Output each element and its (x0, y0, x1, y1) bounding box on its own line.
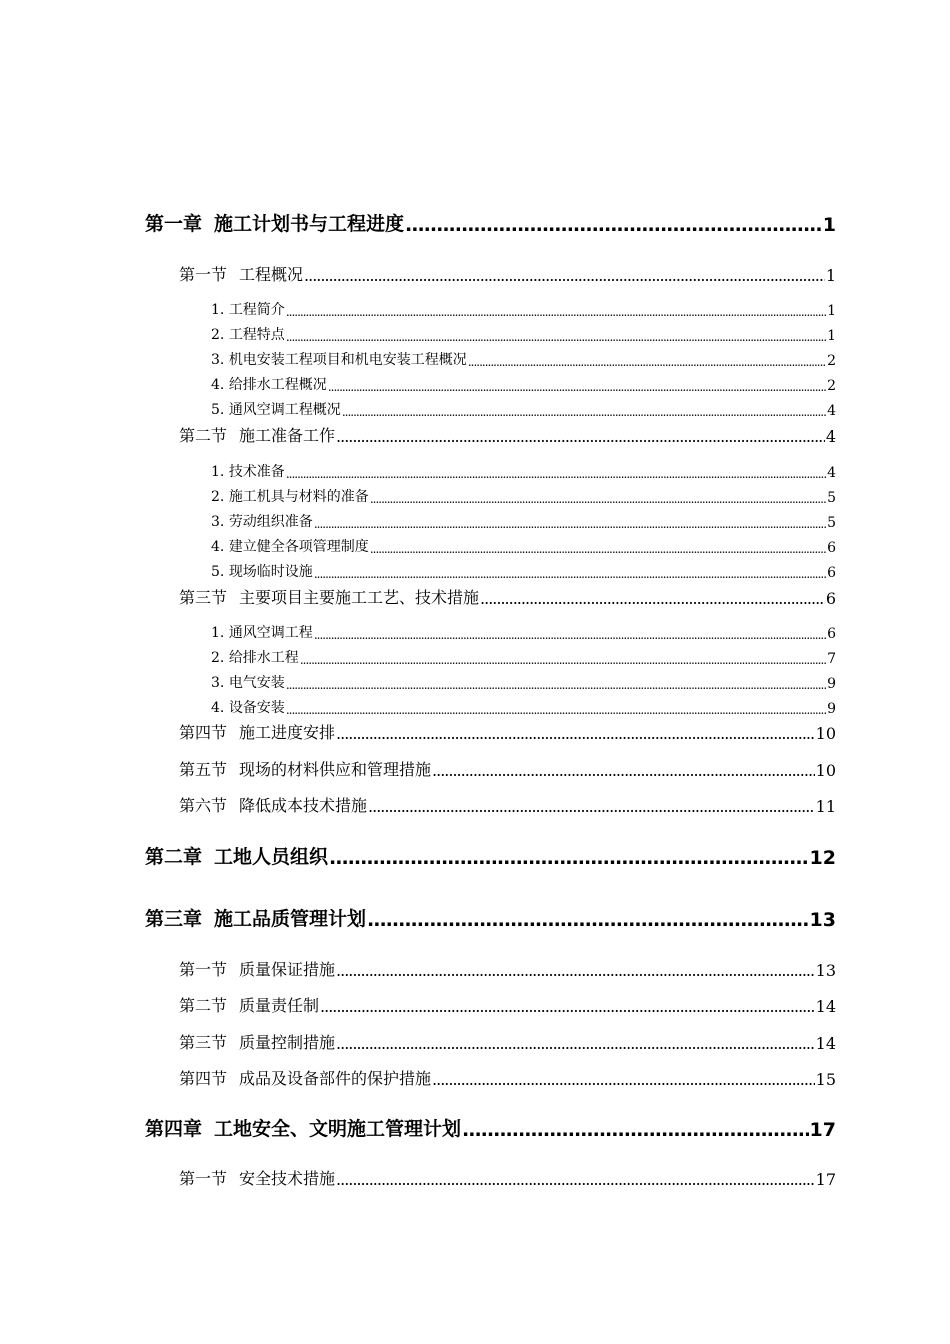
toc-entry-chapter[interactable] (145, 1114, 836, 1141)
toc-page: 11 (815, 797, 836, 816)
toc-entry-item[interactable] (211, 561, 836, 581)
toc-title: 机电安装工程项目和机电安装工程概况 (228, 352, 467, 368)
toc-title: 工地人员组织 (214, 846, 329, 868)
toc-page: 17 (809, 1119, 836, 1141)
toc-title: 施工机具与材料的准备 (228, 489, 369, 505)
toc-page: 6 (827, 565, 836, 581)
toc-title: 技术准备 (228, 464, 285, 480)
toc-title: 工程特点 (228, 327, 285, 343)
toc-label: 5. (211, 564, 225, 580)
toc-entry-item[interactable] (211, 486, 836, 506)
toc-title: 现场的材料供应和管理措施 (239, 760, 432, 779)
dot-leader (432, 1070, 815, 1089)
toc-title: 劳动组织准备 (228, 514, 313, 530)
toc-label: 4. (211, 539, 225, 555)
dot-leader (336, 1034, 815, 1053)
toc-label: 3. (211, 514, 225, 530)
dot-leader (368, 797, 815, 816)
toc-label: 2. (211, 327, 225, 343)
dot-leader (336, 961, 815, 980)
toc-label: 2. (211, 489, 225, 505)
dot-leader (480, 589, 825, 608)
dot-leader (336, 724, 815, 743)
toc-page: 4 (827, 465, 836, 481)
toc-label: 第三章 (145, 908, 203, 930)
dot-leader (286, 330, 826, 344)
toc-label: 3. (211, 352, 225, 368)
toc-label: 3. (211, 675, 225, 691)
toc-page: 5 (827, 490, 836, 506)
toc-page: 13 (809, 909, 836, 931)
toc-label: 第一节 (179, 265, 228, 284)
toc-entry-section[interactable] (179, 720, 836, 743)
dot-leader (286, 703, 826, 717)
toc-entry-item[interactable] (211, 324, 836, 344)
toc-page: 14 (815, 1034, 836, 1053)
dot-leader (286, 305, 826, 319)
dot-leader (342, 405, 826, 419)
toc-page: 9 (827, 676, 836, 692)
toc-title: 降低成本技术措施 (239, 796, 368, 815)
toc-page: 6 (827, 626, 836, 642)
toc-entry-item[interactable] (211, 299, 836, 319)
toc-label: 第三节 (179, 588, 228, 607)
toc-page: 2 (827, 378, 836, 394)
toc-page: 6 (825, 589, 836, 608)
toc-page: 5 (827, 515, 836, 531)
dot-leader (329, 847, 809, 869)
toc-page: 10 (815, 724, 836, 743)
toc-label: 第一章 (145, 213, 203, 235)
toc-entry-section[interactable] (179, 1030, 836, 1053)
toc-label: 第六节 (179, 796, 228, 815)
dot-leader (432, 761, 815, 780)
toc-page: 17 (815, 1170, 836, 1189)
toc-page: 1 (827, 303, 836, 319)
toc-title: 质量控制措施 (239, 1033, 336, 1052)
toc-label: 第四节 (179, 723, 228, 742)
toc-label: 第三节 (179, 1033, 228, 1052)
toc-label: 第一节 (179, 960, 228, 979)
toc-entry-section[interactable] (179, 957, 836, 980)
toc-label: 4. (211, 377, 225, 393)
toc-title: 现场临时设施 (228, 564, 313, 580)
toc-label: 第四节 (179, 1069, 228, 1088)
toc-entry-section[interactable] (179, 757, 836, 780)
toc-title: 工程简介 (228, 302, 285, 318)
toc-entry-item[interactable] (211, 511, 836, 531)
toc-label: 4. (211, 700, 225, 716)
toc-page: 4 (827, 403, 836, 419)
toc-title: 施工进度安排 (239, 723, 336, 742)
toc-page: 6 (827, 540, 836, 556)
toc-page: 10 (815, 761, 836, 780)
dot-leader (314, 517, 826, 531)
toc-title: 给排水工程概况 (228, 377, 327, 393)
dot-leader (314, 628, 826, 642)
toc-entry-section[interactable] (179, 993, 836, 1016)
toc-title: 安全技术措施 (239, 1169, 336, 1188)
toc-label: 第一节 (179, 1169, 228, 1188)
toc-entry-section[interactable] (179, 1066, 836, 1089)
dot-leader (370, 492, 826, 506)
toc-page: 14 (815, 997, 836, 1016)
dot-leader (468, 355, 826, 369)
toc-label: 第五节 (179, 760, 228, 779)
toc-label: 第二节 (179, 426, 228, 445)
toc-page: 2 (827, 353, 836, 369)
toc-label: 第四章 (145, 1118, 203, 1140)
dot-leader (300, 653, 826, 667)
toc-page: 7 (827, 651, 836, 667)
toc-page: 13 (815, 961, 836, 980)
toc-title: 质量责任制 (239, 996, 320, 1015)
toc-page: 1 (825, 266, 836, 285)
dot-leader (336, 1170, 815, 1189)
toc-entry-chapter[interactable] (145, 904, 836, 931)
toc-page: 9 (827, 701, 836, 717)
toc-page: 15 (815, 1070, 836, 1089)
toc-entry-item[interactable] (211, 536, 836, 556)
toc-label: 第二节 (179, 996, 228, 1015)
toc-label: 1. (211, 464, 225, 480)
dot-leader (304, 266, 825, 285)
toc-entry-chapter[interactable] (145, 842, 836, 869)
dot-leader (462, 1119, 809, 1141)
toc-title: 施工计划书与工程进度 (214, 213, 405, 235)
toc-entry-section[interactable] (179, 585, 836, 608)
toc-title: 工程概况 (239, 265, 304, 284)
dot-leader (370, 542, 826, 556)
toc-entry-section[interactable] (179, 262, 836, 285)
dot-leader (286, 678, 826, 692)
toc-page: 1 (827, 328, 836, 344)
toc-title: 主要项目主要施工工艺、技术措施 (239, 588, 480, 607)
toc-label: 5. (211, 402, 225, 418)
toc-title: 成品及设备部件的保护措施 (239, 1069, 432, 1088)
toc-entry-item[interactable] (211, 622, 836, 642)
dot-leader (336, 427, 825, 446)
toc-label: 2. (211, 650, 225, 666)
dot-leader (286, 467, 826, 481)
dot-leader (367, 909, 809, 931)
toc-page: 12 (809, 847, 836, 869)
dot-leader (320, 997, 815, 1016)
dot-leader (405, 214, 822, 236)
toc-title: 工地安全、文明施工管理计划 (214, 1118, 462, 1140)
toc-label: 1. (211, 302, 225, 318)
toc-entry-item[interactable] (211, 349, 836, 369)
toc-entry-item[interactable] (211, 647, 836, 667)
toc-page: 4 (825, 427, 836, 446)
dot-leader (314, 567, 826, 581)
toc-entry-item[interactable] (211, 374, 836, 394)
toc-entry-item[interactable] (211, 399, 836, 419)
dot-leader (328, 380, 826, 394)
toc-title: 通风空调工程概况 (228, 402, 341, 418)
toc-entry-item[interactable] (211, 461, 836, 481)
toc-entry-section[interactable] (179, 1166, 836, 1189)
toc-entry-item[interactable] (211, 672, 836, 692)
toc-entry-item[interactable] (211, 697, 836, 717)
toc-title: 设备安装 (228, 700, 285, 716)
toc-page: 1 (822, 214, 836, 236)
toc-title: 施工准备工作 (239, 426, 336, 445)
toc-title: 施工品质管理计划 (214, 908, 367, 930)
toc-label: 1. (211, 625, 225, 641)
toc-label: 第二章 (145, 846, 203, 868)
toc-title: 通风空调工程 (228, 625, 313, 641)
toc-title: 电气安装 (228, 675, 285, 691)
toc-entry-section[interactable] (179, 423, 836, 446)
toc-entry-chapter[interactable] (145, 209, 836, 236)
toc-title: 质量保证措施 (239, 960, 336, 979)
toc-title: 给排水工程 (228, 650, 299, 666)
toc-title: 建立健全各项管理制度 (228, 539, 369, 555)
toc-entry-section[interactable] (179, 793, 836, 816)
